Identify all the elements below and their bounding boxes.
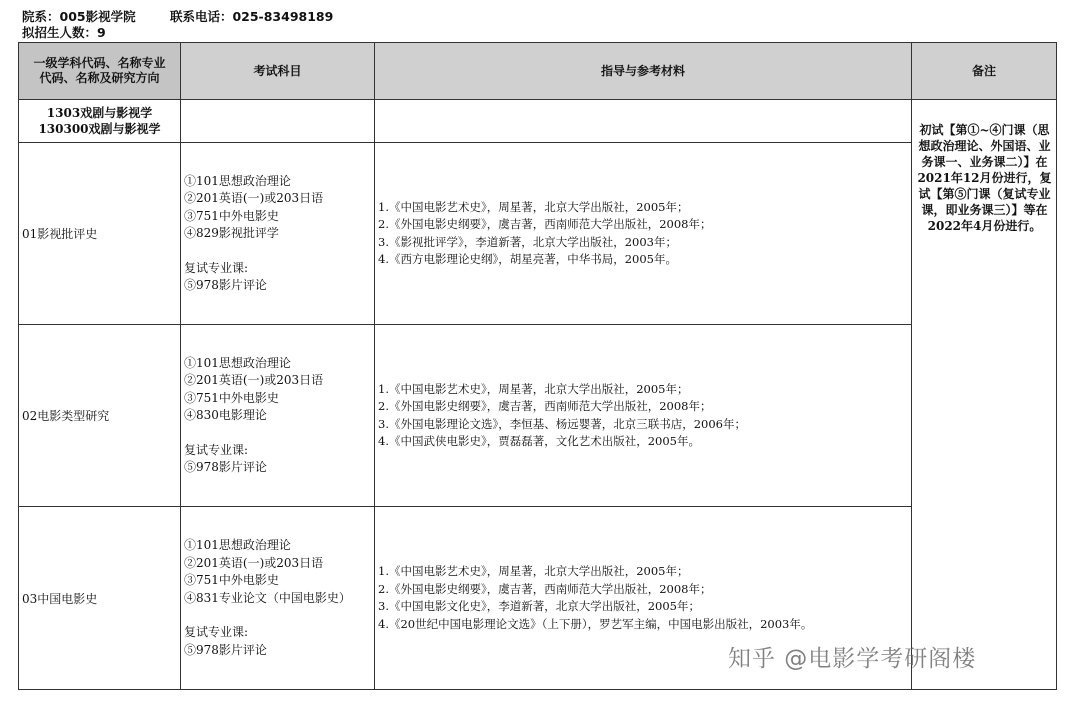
- empty-cell: [375, 100, 912, 143]
- empty-cell: [181, 100, 375, 143]
- watermark: 知乎 @电影学考研阁楼: [728, 646, 977, 672]
- exam-subjects-cell: ①101思想政治理论 ②201英语(一)或203日语 ③751中外电影史 ④830电影理论 复试专业课: ⑤978影片评论: [181, 325, 375, 507]
- subject-code-row: [19, 100, 1057, 143]
- table-header-row: [19, 43, 1057, 100]
- column-header-references: 指导与参考材料: [375, 43, 912, 100]
- references-cell: 1.《中国电影艺术史》，周星著，北京大学出版社，2005年； 2.《外国电影史纲要》，虞吉著，西南师范大学出版社，2008年； 3.《影视批评学》，李道新著，北京大学出版社，2003年； 4.《西方电影理论史纲》，胡星亮著，中华书局，2005年。: [375, 143, 912, 325]
- table-row: [19, 325, 1057, 507]
- enrollment-label: 拟招生人数：9: [22, 25, 106, 40]
- references-cell: 1.《中国电影艺术史》，周星著，北京大学出版社，2005年； 2.《外国电影史纲要》，虞吉著，西南师范大学出版社，2008年； 3.《外国电影理论文选》，李恒基、杨远婴著，北京三联书店，2006年； 4.《中国武侠电影史》，贾磊磊著，文化艺术出版社，2005年。: [375, 325, 912, 507]
- exam-subjects-cell: ①101思想政治理论 ②201英语(一)或203日语 ③751中外电影史 ④831专业论文（中国电影史） 复试专业课: ⑤978影片评论: [181, 507, 375, 690]
- header-line: [22, 9, 333, 24]
- notes-cell: 初试【第①~④门课（思想政治理论、外国语、业务课一、业务课二）】在2021年12月份进行，复试【第⑤门课（复试专业课，即业务课三）】等在2022年4月份进行。: [912, 100, 1057, 690]
- column-header-exams: 考试科目: [181, 43, 375, 100]
- table-row: [19, 143, 1057, 325]
- direction-cell: 03中国电影史: [19, 507, 181, 690]
- exam-subjects-cell: ①101思想政治理论 ②201英语(一)或203日语 ③751中外电影史 ④829影视批评学 复试专业课: ⑤978影片评论: [181, 143, 375, 325]
- direction-cell: 02电影类型研究: [19, 325, 181, 507]
- column-header-discipline: 一级学科代码、名称专业代码、名称及研究方向: [19, 43, 181, 100]
- references-cell: 1.《中国电影艺术史》，周星著，北京大学出版社，2005年； 2.《外国电影史纲要》，虞吉著，西南师范大学出版社，2008年； 3.《中国电影文化史》，李道新著，北京大学出版社，2005年； 4.《20世纪中国电影理论文选》（上下册），罗艺军主编，中国电影出版社，2003年。: [375, 507, 912, 690]
- column-header-notes: 备注: [912, 43, 1057, 100]
- department-label: 院系：005影视学院: [22, 9, 136, 24]
- admission-table: [18, 42, 1057, 690]
- direction-cell: 01影视批评史: [19, 143, 181, 325]
- phone-label: 联系电话：025-83498189: [169, 9, 334, 24]
- subject-code-cell: 1303戏剧与影视学 130300戏剧与影视学: [19, 100, 181, 143]
